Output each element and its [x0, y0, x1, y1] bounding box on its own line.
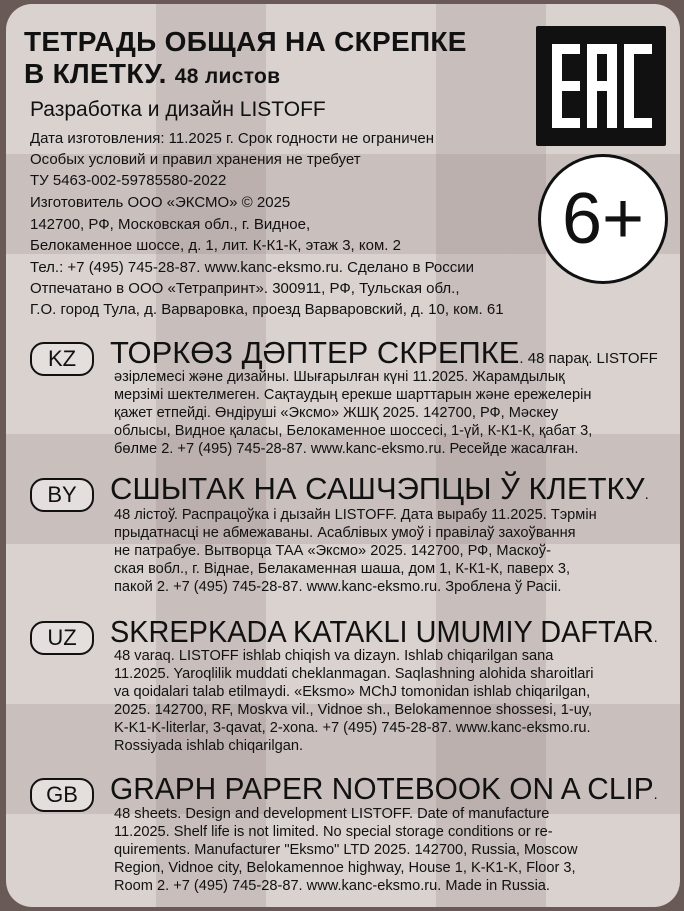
info-line: Особых условий и правил хранения не требует: [30, 151, 361, 168]
title-line-1: ТЕТРАДЬ ОБЩАЯ НА СКРЕПКЕ: [24, 26, 467, 57]
section-text-line: не патрабуе. Вытворца ТАА «Эксмо» 2025. 142700, РФ, Маскоў-: [114, 543, 551, 559]
section-text-line: Rossiyada ishlab chiqarilgan.: [114, 738, 304, 754]
section-text-line: 11.2025. Yaroqlilik muddati cheklanmagan. Saqlashning alohida sharoitlari: [114, 666, 594, 682]
section-title-text: ТОРКӨЗ ДӘПТЕР СКРЕПКЕ: [110, 335, 520, 370]
language-code-badge: KZ: [30, 342, 94, 376]
section-text-line: Room 2. +7 (495) 745-28-87. www.kanc-eksmo.ru. Made in Russia.: [114, 878, 550, 894]
language-code-badge: GB: [30, 778, 94, 812]
section-text-line: 48 sheets. Design and development LISTOFF. Date of manufacture: [114, 806, 550, 822]
title-line-2: [24, 58, 524, 93]
section-title-tail: .: [653, 629, 658, 646]
section-text-line: мерзімі шектелмеген. Сақтаудың ерекше шарттарын және ережелерін: [114, 387, 592, 403]
info-line: Белокаменное шоссе, д. 1, лит. К-К1-К, этаж 3, ком. 2: [30, 237, 401, 254]
section-text-line: va qoidalari talab etilmaydi. «Eksmo» MChJ tomonidan ishlab chiqarilgan,: [114, 684, 591, 700]
section-text-line: ская вобл., г. Віднае, Белакаменная шаша, дом 1, К-К1-К, паверх 3,: [114, 561, 571, 577]
section-title-text: SKREPKADA KATAKLI UMUMIY DAFTAR: [110, 614, 654, 649]
section-text-line: K-K1-K-literlar, 3-qavat, 2-xona. +7 (495) 745-28-87. www.kanc-eksmo.ru.: [114, 720, 591, 736]
section-text-line: қажет етпейді. Өндіруші «Эксмо» ЖШҚ 2025. 142700, РФ, Мәскеу: [114, 405, 559, 421]
section-text-line: прыдатнасці не абмежаваны. Асаблівых умоў і правілаў захоўвання: [114, 525, 576, 541]
section-title-tail: .: [653, 786, 658, 803]
info-line: ТУ 5463-002-59785580-2022: [30, 172, 227, 189]
title-sheets: 48 листов: [174, 65, 281, 88]
title-line-2-text: В КЛЕТКУ.: [24, 58, 167, 89]
info-line: Изготовитель ООО «ЭКСМО» © 2025: [30, 194, 291, 211]
section-text-line: quirements. Manufacturer "Eksmo" LTD 2025. 142700, Russia, Moscow: [114, 842, 578, 858]
info-line: 142700, РФ, Московская обл., г. Видное,: [30, 216, 311, 233]
eac-certification-mark-icon: [536, 26, 666, 146]
section-title: [110, 472, 649, 512]
product-title: [24, 26, 524, 93]
info-line: Дата изготовления: 11.2025 г. Срок годности не ограничен: [30, 130, 435, 147]
section-text-line: Region, Vidnoe city, Belokamennoe highway, House 1, K-K1-K, Floor 3,: [114, 860, 576, 876]
section-text-line: 2025. 142700, RF, Moskva vil., Vidnoe sh., Belokamennoe shossesi, 1-uy,: [114, 702, 593, 718]
section-title-text: СШЫТАК НА САШЧЭПЦЫ Ў КЛЕТКУ: [110, 471, 645, 506]
developer-line: Разработка и дизайн LISTOFF: [30, 98, 326, 121]
section-text-line: бөлме 2. +7 (495) 745-28-87. www.kanc-eksmo.ru. Ресейде жасалған.: [114, 441, 579, 457]
info-line: Отпечатано в ООО «Тетрапринт». 300911, РФ, Тульская обл.,: [30, 280, 460, 297]
product-label: [6, 4, 680, 907]
section-text-line: 48 лістоў. Распрацоўка і дызайн LISTOFF. Дата вырабу 11.2025. Тэрмін: [114, 507, 597, 523]
section-title-tail: .: [644, 486, 649, 503]
language-code-badge: BY: [30, 478, 94, 512]
section-text-line: пакой 2. +7 (495) 745-28-87. www.kanc-eksmo.ru. Зроблена ў Расіі.: [114, 579, 562, 595]
section-title-tail: . 48 парақ. LISTOFF: [519, 350, 658, 367]
info-line: Г.О. город Тула, д. Варваровка, проезд Варваровский, д. 10, ком. 61: [30, 301, 504, 318]
section-text-line: 48 varaq. LISTOFF ishlab chiqish va dizayn. Ishlab chiqarilgan sana: [114, 648, 554, 664]
language-code-badge: UZ: [30, 621, 94, 655]
section-text-line: облысы, Видное қаласы, Белокаменное шоссесі, 1-үй, К-К1-К, қабат 3,: [114, 423, 593, 439]
section-text-line: 11.2025. Shelf life is not limited. No special storage conditions or re-: [114, 824, 553, 840]
section-title-text: GRAPH PAPER NOTEBOOK ON A CLIP: [110, 771, 654, 806]
age-rating-badge: 6+: [538, 154, 668, 284]
info-line: Тел.: +7 (495) 745-28-87. www.kanc-eksmo.ru. Сделано в России: [30, 259, 475, 276]
section-text-line: әзірлемесі және дизайны. Шығарылған күні 11.2025. Жарамдылық: [114, 369, 565, 385]
